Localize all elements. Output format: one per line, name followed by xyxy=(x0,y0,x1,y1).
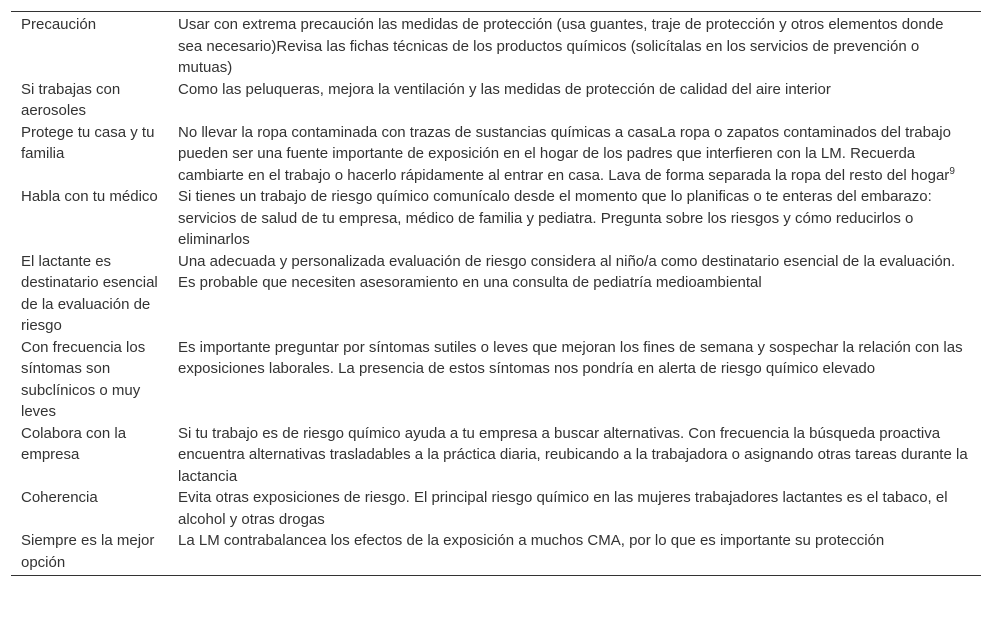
row-description xyxy=(178,186,981,251)
row-description-text: No llevar la ropa contaminada con trazas de sustancias químicas a casaLa ropa o zapatos contaminados del trabajo pueden ser una fuente importante de exposición en el hogar de los padres que interfieren con la LM. Recuerda cambiarte en el trabajo o hacerlo rápidamente al entrar en casa. Lava de forma separada la ropa del resto del hogar xyxy=(178,123,951,184)
row-description-text: Es importante preguntar por síntomas sutiles o leves que mejoran los fines de semana y sospechar la relación con las exposiciones laborales. La presencia de estos síntomas nos pondría en alerta de riesgo químico elevado xyxy=(178,338,963,377)
table-row xyxy=(11,423,981,488)
row-label: Si trabajas con aerosoles xyxy=(21,80,121,119)
reference-superscript: 9 xyxy=(949,165,955,177)
table-row xyxy=(11,487,981,530)
table-row xyxy=(11,337,981,423)
row-description xyxy=(178,79,981,122)
row-label: Siempre es la mejor opción xyxy=(21,532,155,571)
row-description xyxy=(178,337,981,423)
row-description xyxy=(178,530,981,576)
row-description-text: Si tu trabajo es de riesgo químico ayuda a tu empresa a buscar alternativas. Con frecuencia la búsqueda proactiva encuentra alternativas trasladables a la práctica diaria, reubicando a la trabajadora o asignando otras tareas durante la lactancia xyxy=(178,424,968,485)
row-description-text: Evita otras exposiciones de riesgo. El principal riesgo químico en las mujeres trabajadores lactantes es el tabaco, el alcohol y otras drogas xyxy=(178,489,948,528)
row-label: Habla con tu médico xyxy=(21,188,158,205)
recommendations-table-container xyxy=(11,11,981,576)
table-row xyxy=(11,122,981,187)
row-description xyxy=(178,487,981,530)
row-description-text: La LM contrabalancea los efectos de la exposición a muchos CMA, por lo que es importante su protección xyxy=(178,532,885,549)
row-label: Colabora con la empresa xyxy=(21,424,127,463)
row-description-text: Una adecuada y personalizada evaluación de riesgo considera al niño/a como destinatario esencial de la evaluación. Es probable que necesiten asesoramiento en una consulta de pediatría medioambiental xyxy=(178,252,956,291)
table-row xyxy=(11,79,981,122)
row-description xyxy=(178,423,981,488)
row-description-text: Usar con extrema precaución las medidas de protección (usa guantes, traje de protección y otros elementos donde sea necesario)Revisa las fichas técnicas de los productos químicos (solicítalas en los servicios de prevención o mutuas) xyxy=(178,16,944,76)
row-label: Coherencia xyxy=(21,489,98,506)
recommendations-table xyxy=(11,11,981,576)
row-label: El lactante es destinatario esencial de la evaluación de riesgo xyxy=(21,252,158,334)
table-row xyxy=(11,251,981,337)
row-description-text: Como las peluqueras, mejora la ventilación y las medidas de protección de calidad del aire interior xyxy=(178,80,831,98)
table-row xyxy=(11,12,981,79)
row-description xyxy=(178,122,981,187)
row-label: Con frecuencia los síntomas son subclínicos o muy leves xyxy=(21,338,146,420)
row-description xyxy=(178,12,981,79)
row-label: Protege tu casa y tu familia xyxy=(21,123,155,162)
row-label: Precaución xyxy=(21,16,97,33)
table-row xyxy=(11,530,981,576)
row-description-text: Si tienes un trabajo de riesgo químico comunícalo desde el momento que lo planificas o te enteras del embarazo: servicios de salud de tu empresa, médico de familia y pediatra. Pregunta sobre los riesgos y cómo reducirlos o eliminarlos xyxy=(178,188,932,248)
table-row xyxy=(11,186,981,251)
row-description xyxy=(178,251,981,337)
